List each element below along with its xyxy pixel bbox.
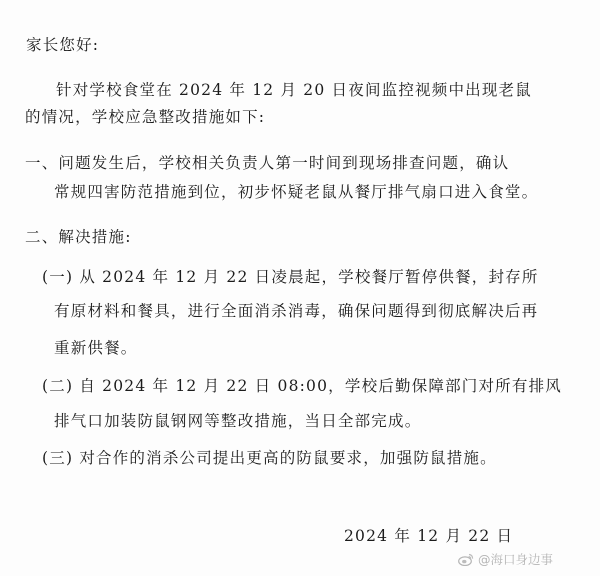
paragraph-line: 有原材料和餐具，进行全面消杀消毒，确保问题得到彻底解决后再 — [54, 302, 539, 320]
paragraph-line: 重新供餐。 — [54, 339, 138, 357]
weibo-icon — [458, 553, 474, 566]
paragraph-line: 排气口加装防鼠钢网等整改措施，当日全部完成。 — [54, 412, 422, 430]
watermark-text: @海口身边事 — [478, 552, 554, 567]
paragraph-line: 一、问题发生后，学校相关负责人第一时间到现场排查问题，确认 — [25, 154, 510, 172]
paragraph-line: 的情况，学校应急整改措施如下: — [25, 108, 266, 126]
paragraph-line: (一) 从 2024 年 12 月 22 日凌晨起，学校餐厅暂停供餐，封存所 — [42, 268, 539, 286]
section-heading: 二、解决措施: — [25, 228, 132, 246]
paragraph-line: 针对学校食堂在 2024 年 12 月 20 日夜间监控视频中出现老鼠 — [56, 81, 532, 99]
greeting: 家长您好: — [26, 36, 100, 54]
watermark — [458, 550, 553, 568]
paragraph-line: (二) 自 2024 年 12 月 22 日 08:00，学校后勤保障部门对所有排风 — [42, 377, 562, 395]
paragraph-line: (三) 对合作的消杀公司提出更高的防鼠要求，加强防鼠措施。 — [42, 449, 497, 467]
paragraph-line: 常规四害防范措施到位，初步怀疑老鼠从餐厅排气扇口进入食堂。 — [54, 183, 539, 201]
document-date: 2024 年 12 月 22 日 — [344, 527, 514, 545]
